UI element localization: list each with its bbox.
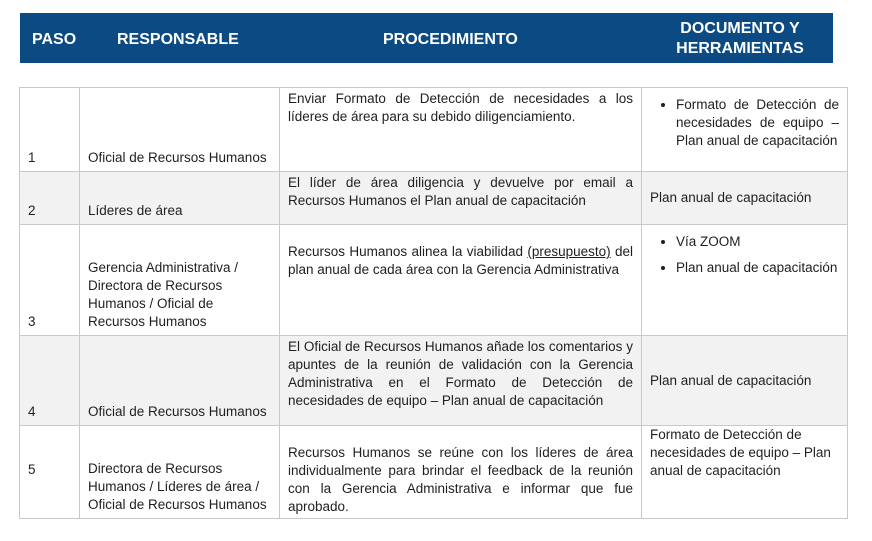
list-item: • Plan anual de capacitación <box>676 259 839 277</box>
row-documents: Plan anual de capacitación <box>642 336 848 426</box>
header-paso: PASO <box>32 31 77 48</box>
procedure-table <box>19 87 848 519</box>
row-responsible: Gerencia Administrativa / Directora de Recursos Humanos / Oficial de Recursos Humanos <box>80 225 280 336</box>
table-row <box>20 426 848 519</box>
table-row <box>20 88 848 172</box>
row-step: 3 <box>20 225 80 336</box>
row-procedure: El líder de área diligencia y devuelve por email a Recursos Humanos el Plan anual de capacitación <box>280 172 642 225</box>
procedure-underlined-text: (presupuesto) <box>527 244 611 259</box>
table-row <box>20 336 848 426</box>
documents-list <box>650 233 839 277</box>
row-procedure: Recursos Humanos se reúne con los líderes de área individualmente para brindar el feedback de la reunión con la Gerencia Administrativa e informar que fue aprobado. <box>280 426 642 519</box>
row-responsible: Directora de Recursos Humanos / Líderes de área / Oficial de Recursos Humanos <box>80 426 280 519</box>
row-procedure: Enviar Formato de Detección de necesidades a los líderes de área para su debido diligenciamiento. <box>280 88 642 172</box>
row-responsible: Oficial de Recursos Humanos <box>80 336 280 426</box>
row-documents <box>642 88 848 172</box>
row-step: 5 <box>20 426 80 519</box>
table-row <box>20 225 848 336</box>
documents-list <box>650 96 839 150</box>
list-item: • Formato de Detección de necesidades de equipo – Plan anual de capacitación <box>676 96 839 150</box>
table-row <box>20 172 848 225</box>
row-procedure <box>280 225 642 336</box>
row-documents: Formato de Detección de necesidades de equipo – Plan anual de capacitación <box>642 426 848 519</box>
row-documents: Plan anual de capacitación <box>642 172 848 225</box>
row-documents <box>642 225 848 336</box>
row-responsible: Líderes de área <box>80 172 280 225</box>
header-responsable: RESPONSABLE <box>117 31 239 48</box>
list-item: • Vía ZOOM <box>676 233 839 251</box>
row-procedure: El Oficial de Recursos Humanos añade los comentarios y apuntes de la reunión de validación con la Gerencia Administrativa en el Formato de Detección de necesidades de equipo – Plan anual de capacitación <box>280 336 642 426</box>
procedure-text: Recursos Humanos alinea la viabilidad <box>288 244 528 259</box>
table-header <box>20 13 833 63</box>
row-step: 1 <box>20 88 80 172</box>
row-responsible: Oficial de Recursos Humanos <box>80 88 280 172</box>
header-procedimiento: PROCEDIMIENTO <box>383 31 518 48</box>
procedure-text: del plan anual de cada área con la Gerencia Administrativa <box>288 244 633 277</box>
header-documento: DOCUMENTO Y HERRAMIENTAS <box>676 20 804 57</box>
row-step: 2 <box>20 172 80 225</box>
row-step: 4 <box>20 336 80 426</box>
